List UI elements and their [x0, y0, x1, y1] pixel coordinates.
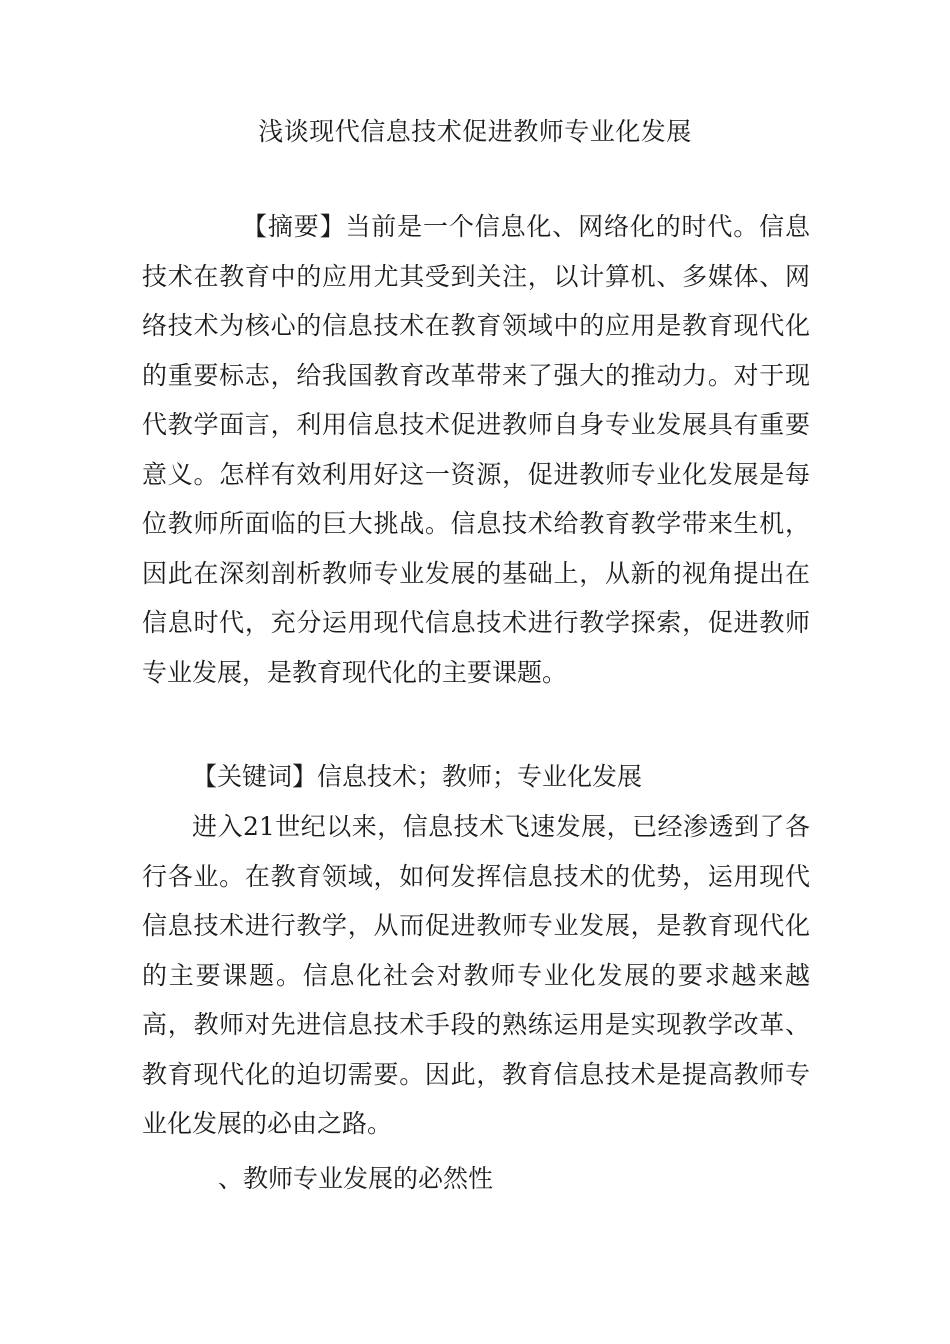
- keywords-text: 信息技术；教师；专业化发展: [317, 762, 643, 791]
- abstract-text: 当前是一个信息化、网络化的时代。信息技术在教育中的应用尤其受到关注，以计算机、多媒体、网络技术为核心的信息技术在教育领域中的应用是教育现代化的重要标志，给我国教育改革带来了强大的推动力。对于现代教学面言，利用信息技术促进教师自身专业发展具有重要意义。怎样有效利用好这一资源，促进教师专业化发展是每位教师所面临的巨大挑战。信息技术给教育教学带来生机，因此在深刻剖析教师专业发展的基础上，从新的视角提出在信息时代，充分运用现代信息技术进行教学探索，促进教师专业发展，是教育现代化的主要课题。: [142, 212, 810, 687]
- keywords-line: [142, 752, 810, 802]
- document-title: 浅谈现代信息技术促进教师专业化发展: [258, 117, 692, 146]
- abstract-paragraph: [142, 202, 810, 697]
- section-heading: 、教师专业发展的必然性: [218, 1164, 494, 1193]
- abstract-label: 【摘要】: [242, 212, 346, 241]
- keywords-label: 【关键词】: [192, 762, 318, 791]
- intro-paragraph: 进入21世纪以来，信息技术飞速发展，已经渗透到了各行各业。在教育领域，如何发挥信息技术的优势，运用现代信息技术进行教学，从而促进教师专业发展，是教育现代化的主要课题。信息化社会对教师专业化发展的要求越来越高，教师对先进信息技术手段的熟练运用是实现教学改革、教育现代化的迫切需要。因此，教育信息技术是提高教师专业化发展的必由之路。: [142, 812, 810, 1138]
